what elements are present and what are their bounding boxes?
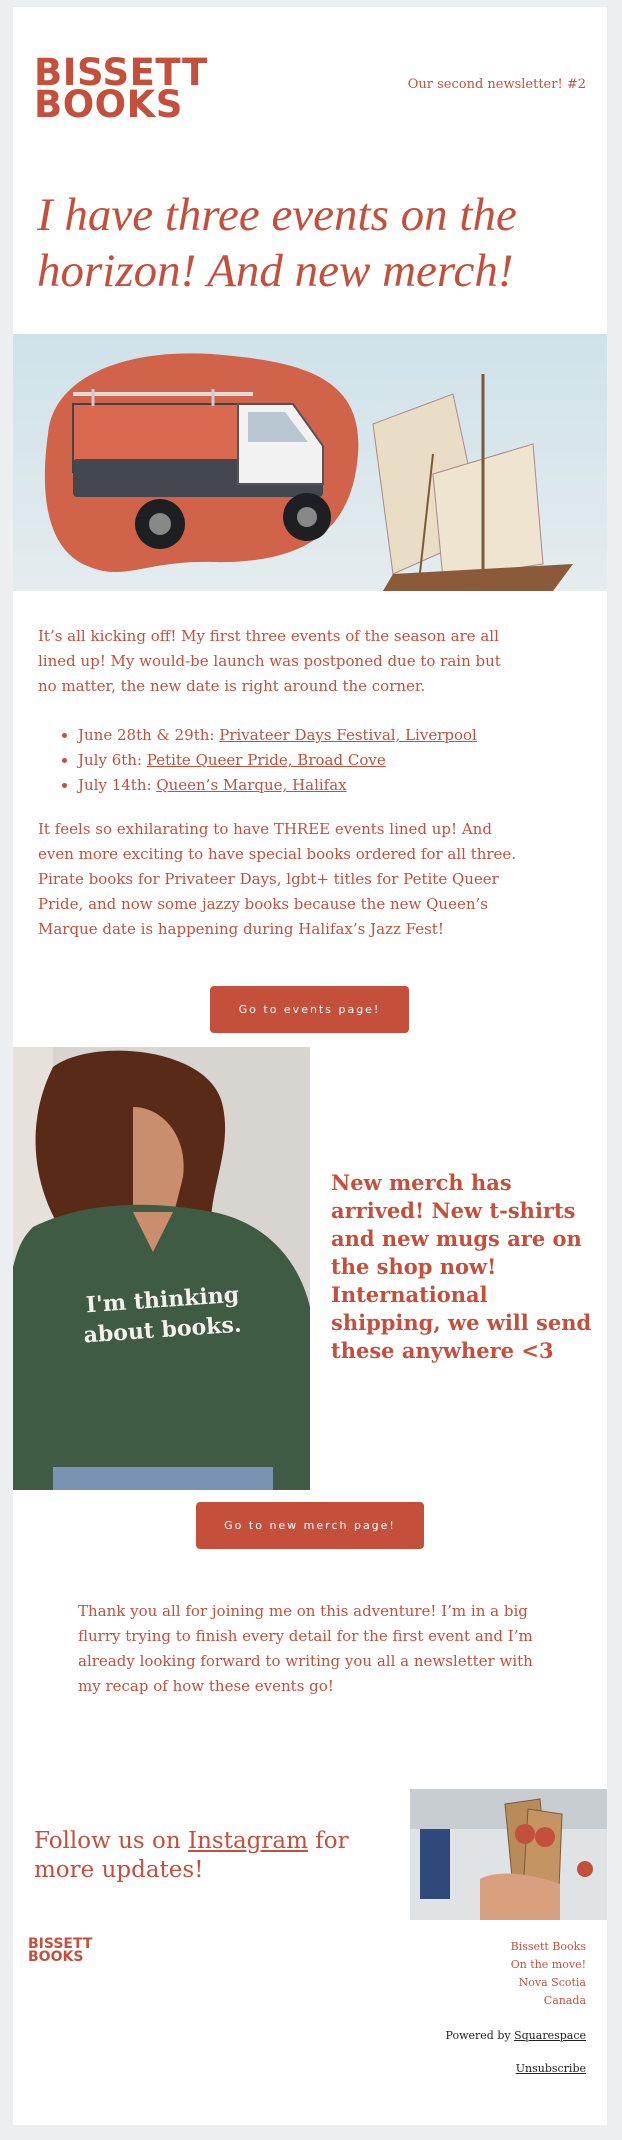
footer-logo-line2: BOOKS xyxy=(28,1949,84,1965)
event-item xyxy=(78,723,578,748)
event-item xyxy=(78,773,578,798)
shirt-text-line1: I'm thinking xyxy=(85,1281,240,1319)
squarespace-link[interactable]: Squarespace xyxy=(514,2029,586,2042)
hero-image xyxy=(13,334,607,591)
event-date: June 28th & 29th: xyxy=(78,726,220,744)
unsubscribe-link[interactable]: Unsubscribe xyxy=(515,2062,586,2075)
follow-instagram-text xyxy=(34,1827,394,1885)
footer-logo[interactable] xyxy=(28,1938,92,1964)
thanks-paragraph: Thank you all for joining me on this adventure! I’m in a big flurry trying to finish every detail for the first event and I’m already looking forward to writing you all a newsletter with my recap of how these events go! xyxy=(78,1602,533,1695)
follow-prefix: Follow us on xyxy=(34,1828,189,1854)
event-date: July 6th: xyxy=(78,751,147,769)
address-line: Canada xyxy=(543,1994,586,2007)
intro-paragraph: It’s all kicking off! My first three events of the season are all lined up! My would-be launch was postponed due to rain but no matter, the new date is right around the corner. xyxy=(38,627,501,695)
bissett-books-logo[interactable] xyxy=(34,51,208,126)
powered-prefix: Powered by xyxy=(445,2029,515,2042)
address-line: Bissett Books xyxy=(510,1940,586,1953)
headline: I have three events on the horizon! And new merch! xyxy=(37,189,517,297)
powered-by xyxy=(446,2029,586,2042)
event-link-petite-queer-pride[interactable]: Petite Queer Pride, Broad Cove xyxy=(146,751,386,769)
events-list xyxy=(38,723,578,798)
event-link-privateer-days[interactable]: Privateer Days Festival, Liverpool xyxy=(219,726,477,744)
instagram-link[interactable]: Instagram xyxy=(188,1828,308,1854)
merch-page-button[interactable]: Go to new merch page! xyxy=(196,1502,424,1549)
logo-line1: BISSETT xyxy=(34,51,208,94)
footer-logo-line1: BISSETT xyxy=(28,1936,93,1952)
event-date: July 14th: xyxy=(78,776,157,794)
address-line: Nova Scotia xyxy=(518,1976,586,1989)
newsletter-tag: Our second newsletter! #2 xyxy=(407,77,586,92)
events-page-button[interactable]: Go to events page! xyxy=(210,986,409,1033)
details-paragraph: It feels so exhilarating to have THREE events lined up! And even more exciting to have special books ordered for all three. Pirate books for Privateer Days, lgbt+ titles for Petite Queer Pride, and now some jazzy books because the new Queen’s Marque date is happening during Halifax’s Jazz Fest! xyxy=(38,820,517,938)
address-line: On the move! xyxy=(510,1958,586,1971)
merch-tshirt-photo xyxy=(13,1047,310,1490)
newsletter-card xyxy=(13,7,607,2125)
event-item xyxy=(78,748,578,773)
logo-line2: BOOKS xyxy=(34,83,183,126)
merch-announcement: New merch has arrived! New t-shirts and new mugs are on the shop now! International shipping, we will send these anywhere <3 xyxy=(331,1170,592,1363)
footer-address xyxy=(511,1938,586,2010)
follow-suffix: for more updates! xyxy=(34,1828,349,1883)
shirt-text-line2: about books. xyxy=(82,1311,243,1349)
event-link-queens-marque[interactable]: Queen’s Marque, Halifax xyxy=(156,776,347,794)
bookmarks-photo xyxy=(410,1789,607,1920)
